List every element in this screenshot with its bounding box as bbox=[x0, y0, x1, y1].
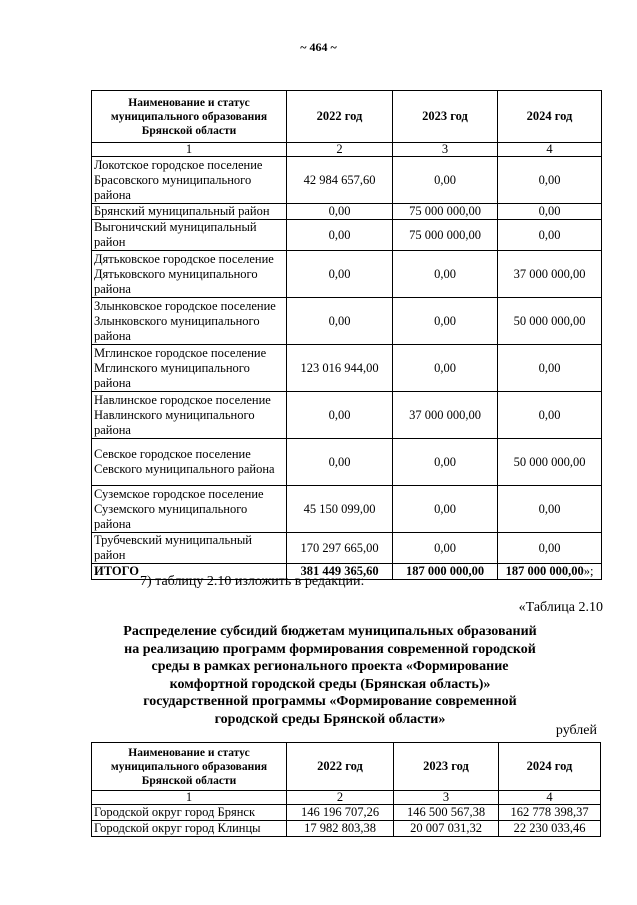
value-2024: 22 230 033,46 bbox=[499, 821, 601, 837]
municipality-name: Навлинское городское поселение Навлинского муниципального района bbox=[92, 392, 287, 439]
value-2024: 37 000 000,00 bbox=[498, 251, 602, 298]
column-index-row bbox=[92, 143, 602, 157]
municipality-name: Мглинское городское поселение Мглинского муниципального района bbox=[92, 345, 287, 392]
total-2024 bbox=[498, 564, 602, 580]
table-row bbox=[92, 439, 602, 486]
value-2023: 37 000 000,00 bbox=[393, 392, 498, 439]
column-index: 1 bbox=[92, 143, 287, 157]
table-row bbox=[92, 220, 602, 251]
table-row bbox=[92, 805, 601, 821]
column-index-row bbox=[92, 791, 601, 805]
municipality-name: Городской округ город Клинцы bbox=[92, 821, 287, 837]
value-2022: 0,00 bbox=[287, 298, 393, 345]
total-label: ИТОГО bbox=[92, 564, 287, 580]
value-2023: 0,00 bbox=[393, 251, 498, 298]
value-2022: 42 984 657,60 bbox=[287, 157, 393, 204]
municipality-name: Брянский муниципальный район bbox=[92, 204, 287, 220]
column-header-2022: 2022 год bbox=[287, 743, 394, 791]
value-2022: 146 196 707,26 bbox=[287, 805, 394, 821]
municipality-name: Севское городское поселение Севского муниципального района bbox=[92, 439, 287, 486]
value-2023: 0,00 bbox=[393, 298, 498, 345]
column-index: 1 bbox=[92, 791, 287, 805]
table-label: «Таблица 2.10 bbox=[518, 600, 603, 615]
municipality-name: Трубчевский муниципальный район bbox=[92, 533, 287, 564]
value-2024: 0,00 bbox=[498, 533, 602, 564]
total-2023: 187 000 000,00 bbox=[393, 564, 498, 580]
column-header-2022: 2022 год bbox=[287, 91, 393, 143]
value-2023: 20 007 031,32 bbox=[394, 821, 499, 837]
municipality-name: Локотское городское поселение Брасовского муниципального района bbox=[92, 157, 287, 204]
value-2024: 162 778 398,37 bbox=[499, 805, 601, 821]
municipality-name: Выгоничский муниципальный район bbox=[92, 220, 287, 251]
column-index: 4 bbox=[499, 791, 601, 805]
table-row bbox=[92, 392, 602, 439]
value-2023: 75 000 000,00 bbox=[393, 220, 498, 251]
column-index: 2 bbox=[287, 791, 394, 805]
quote-close: »; bbox=[583, 564, 594, 578]
table-row bbox=[92, 821, 601, 837]
value-2024: 50 000 000,00 bbox=[498, 298, 602, 345]
value-2022: 0,00 bbox=[287, 204, 393, 220]
column-header-2023: 2023 год bbox=[394, 743, 499, 791]
value-2023: 0,00 bbox=[393, 157, 498, 204]
table-row bbox=[92, 345, 602, 392]
page-number: ~ 464 ~ bbox=[300, 40, 337, 54]
value-2023: 0,00 bbox=[393, 439, 498, 486]
table-row bbox=[92, 486, 602, 533]
value-2022: 123 016 944,00 bbox=[287, 345, 393, 392]
value-2022: 0,00 bbox=[287, 220, 393, 251]
column-index: 2 bbox=[287, 143, 393, 157]
subsidy-table-1 bbox=[91, 90, 602, 580]
total-2022: 381 449 365,60 bbox=[287, 564, 393, 580]
unit-label: рублей bbox=[555, 723, 597, 738]
value-2022: 0,00 bbox=[287, 392, 393, 439]
value-2024: 0,00 bbox=[498, 157, 602, 204]
column-index: 3 bbox=[393, 143, 498, 157]
value-2023: 0,00 bbox=[393, 486, 498, 533]
column-index: 4 bbox=[498, 143, 602, 157]
municipality-name: Суземское городское поселение Суземского муниципального района bbox=[92, 486, 287, 533]
table-header-row bbox=[92, 743, 601, 791]
value-2022: 170 297 665,00 bbox=[287, 533, 393, 564]
municipality-name: Городской округ город Брянск bbox=[92, 805, 287, 821]
column-header-2024: 2024 год bbox=[498, 91, 602, 143]
value-2022: 0,00 bbox=[287, 251, 393, 298]
subsidy-table-2 bbox=[91, 742, 601, 837]
value-2023: 75 000 000,00 bbox=[393, 204, 498, 220]
value-2023: 0,00 bbox=[393, 533, 498, 564]
value-2022: 45 150 099,00 bbox=[287, 486, 393, 533]
amendment-item-7: 7) таблицу 2.10 изложить в редакции: bbox=[140, 574, 365, 589]
column-header-name: Наименование и статус муниципального образования Брянской области bbox=[92, 91, 287, 143]
value-2024: 0,00 bbox=[498, 220, 602, 251]
value-2024: 0,00 bbox=[498, 486, 602, 533]
value-2024: 0,00 bbox=[498, 345, 602, 392]
total-2024-value: 187 000 000,00 bbox=[505, 564, 584, 578]
column-header-2024: 2024 год bbox=[499, 743, 601, 791]
column-header-2023: 2023 год bbox=[393, 91, 498, 143]
municipality-name: Злынковское городское поселение Злынковского муниципального района bbox=[92, 298, 287, 345]
value-2023: 146 500 567,38 bbox=[394, 805, 499, 821]
table-row bbox=[92, 533, 602, 564]
table-row bbox=[92, 251, 602, 298]
value-2022: 0,00 bbox=[287, 439, 393, 486]
value-2024: 0,00 bbox=[498, 392, 602, 439]
column-index: 3 bbox=[394, 791, 499, 805]
value-2023: 0,00 bbox=[393, 345, 498, 392]
value-2022: 17 982 803,38 bbox=[287, 821, 394, 837]
column-header-name: Наименование и статус муниципального образования Брянской области bbox=[92, 743, 287, 791]
table-row bbox=[92, 298, 602, 345]
table-header-row bbox=[92, 91, 602, 143]
table-title: Распределение субсидий бюджетам муниципальных образований на реализацию программ формирования современной городской среды в рамках регионального проекта «Формирование комфортной городской среды (Брянская область)» государственной программы «Формирование современной городской среды Брянской области» bbox=[123, 624, 537, 727]
value-2024: 0,00 bbox=[498, 204, 602, 220]
value-2024: 50 000 000,00 bbox=[498, 439, 602, 486]
table-row bbox=[92, 204, 602, 220]
municipality-name: Дятьковское городское поселение Дятьковского муниципального района bbox=[92, 251, 287, 298]
table-row bbox=[92, 157, 602, 204]
